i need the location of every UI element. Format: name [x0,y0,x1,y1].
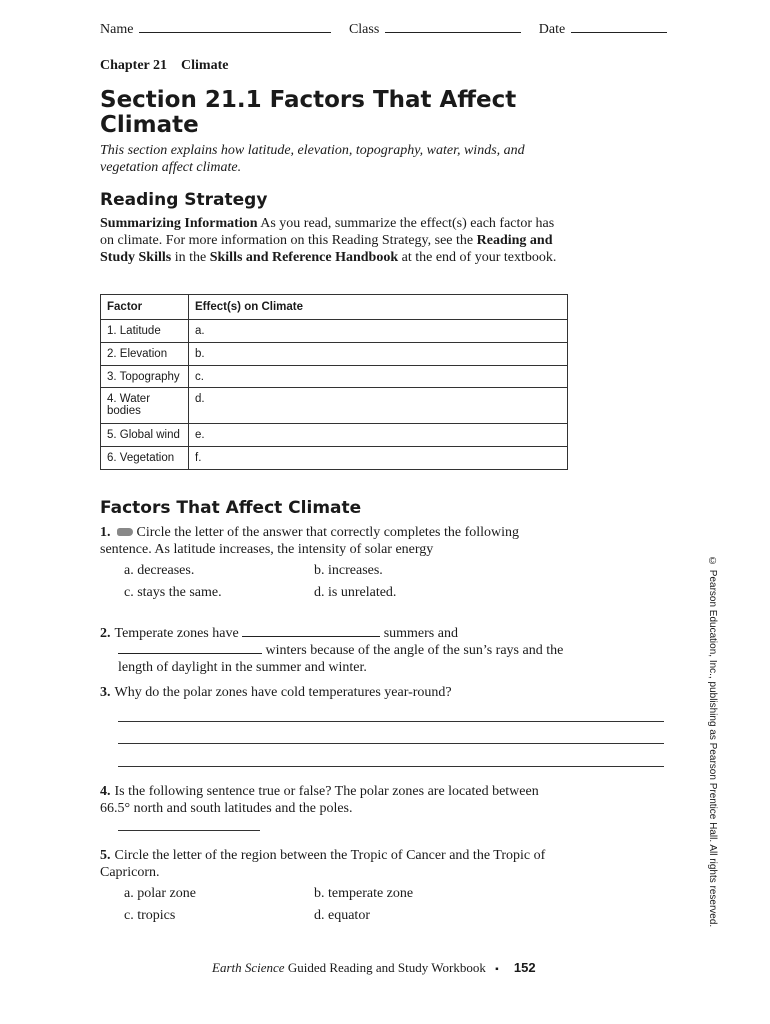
option-d[interactable]: d. is unrelated. [314,585,397,600]
answer-line[interactable] [118,743,664,744]
question-text-part-3: winters because of the angle of the sun’s rays and the length of daylight in the summer and winter. [118,643,564,675]
question-4 [100,783,570,817]
section-intro: This section explains how latitude, elevation, topography, water, winds, and vegetation affect climate. [100,143,525,175]
effect-cell[interactable]: e. [189,424,568,447]
factor-cell: 4. Water bodies [101,388,189,424]
table-header-row [101,295,568,320]
strategy-lead: Summarizing Information [100,216,258,231]
factor-cell: 1. Latitude [101,320,189,343]
question-text: Is the following sentence true or false? The polar zones are located between 66.5° north and south latitudes and the poles. [100,784,539,816]
answer-line[interactable] [118,766,664,767]
question-2 [100,625,570,676]
pencil-icon [117,528,133,536]
question-text: Circle the letter of the answer that correctly completes the following sentence. As latitude increases, the intensity of solar energy [100,525,520,557]
answer-blank[interactable] [118,653,262,654]
chapter-number: Chapter 21 [100,58,168,73]
effect-cell[interactable]: b. [189,343,568,366]
table-row [101,388,568,424]
question-number: 3. [100,685,111,700]
footer-separator: ▪ [495,964,499,975]
effect-cell[interactable]: f. [189,447,568,470]
chapter-label [100,58,228,74]
option-b[interactable]: b. temperate zone [314,886,414,901]
answer-options [100,907,570,929]
table-row [101,424,568,447]
answer-blank[interactable] [242,636,380,637]
student-header [100,22,667,38]
effect-cell[interactable]: c. [189,366,568,388]
column-header: Factor [101,295,189,320]
date-field[interactable] [571,32,667,33]
reading-strategy-heading: Reading Strategy [100,190,268,210]
page-title: Section 21.1 Factors That Affect Climate [100,87,517,138]
answer-options [100,584,570,606]
strategy-bold-2: Skills and Reference Handbook [209,250,399,265]
question-number: 5. [100,848,111,863]
question-text: Why do the polar zones have cold temperatures year-round? [114,685,452,700]
option-c[interactable]: c. tropics [124,908,176,923]
chapter-title: Climate [181,58,229,73]
name-label: Name [100,22,134,37]
book-title: Earth Science [212,960,285,975]
book-subtitle: Guided Reading and Study Workbook [287,960,486,975]
table-row [101,447,568,470]
answer-line[interactable] [118,721,664,722]
copyright-notice: © Pearson Education, Inc., publishing as Pearson Prentice Hall. All rights reserved. [707,556,718,928]
table-row [101,343,568,366]
question-number: 2. [100,626,111,641]
question-number: 1. [100,525,111,540]
factor-cell: 3. Topography [101,366,189,388]
column-header: Effect(s) on Climate [189,295,568,320]
class-label: Class [348,22,380,37]
question-text-part-1: Temperate zones have [114,626,239,641]
effect-cell[interactable]: a. [189,320,568,343]
reading-strategy-text [100,215,570,266]
question-1 [100,524,570,606]
date-label: Date [538,22,566,37]
option-d[interactable]: d. equator [314,908,370,923]
strategy-bold-1: Reading and Study Skills [100,233,553,265]
effect-cell[interactable]: d. [189,388,568,424]
answer-blank[interactable] [118,830,260,831]
strategy-text-3: at the end of your textbook. [398,250,557,265]
factor-cell: 5. Global wind [101,424,189,447]
strategy-text-2: in the [171,250,210,265]
question-number: 4. [100,784,111,799]
strategy-text-1: As you read, summarize the effect(s) each factor has on climate. For more information on this Reading Strategy, see the [100,216,555,248]
question-text-part-2: summers and [383,626,458,641]
factor-cell: 2. Elevation [101,343,189,366]
page-footer [212,960,536,976]
factor-effects-table [100,294,568,470]
option-a[interactable]: a. polar zone [124,886,196,901]
name-field[interactable] [139,32,331,33]
question-3 [100,684,570,701]
page-number: 152 [513,960,536,975]
factor-cell: 6. Vegetation [101,447,189,470]
question-text: Circle the letter of the region between the Tropic of Cancer and the Tropic of Capricorn. [100,848,546,880]
option-a[interactable]: a. decreases. [124,563,195,578]
class-field[interactable] [385,32,521,33]
option-c[interactable]: c. stays the same. [124,585,222,600]
table-row [101,320,568,343]
table-row [101,366,568,388]
factors-heading: Factors That Affect Climate [100,498,362,518]
option-b[interactable]: b. increases. [314,563,383,578]
question-5 [100,847,570,929]
answer-options [100,885,570,907]
answer-options [100,562,570,584]
